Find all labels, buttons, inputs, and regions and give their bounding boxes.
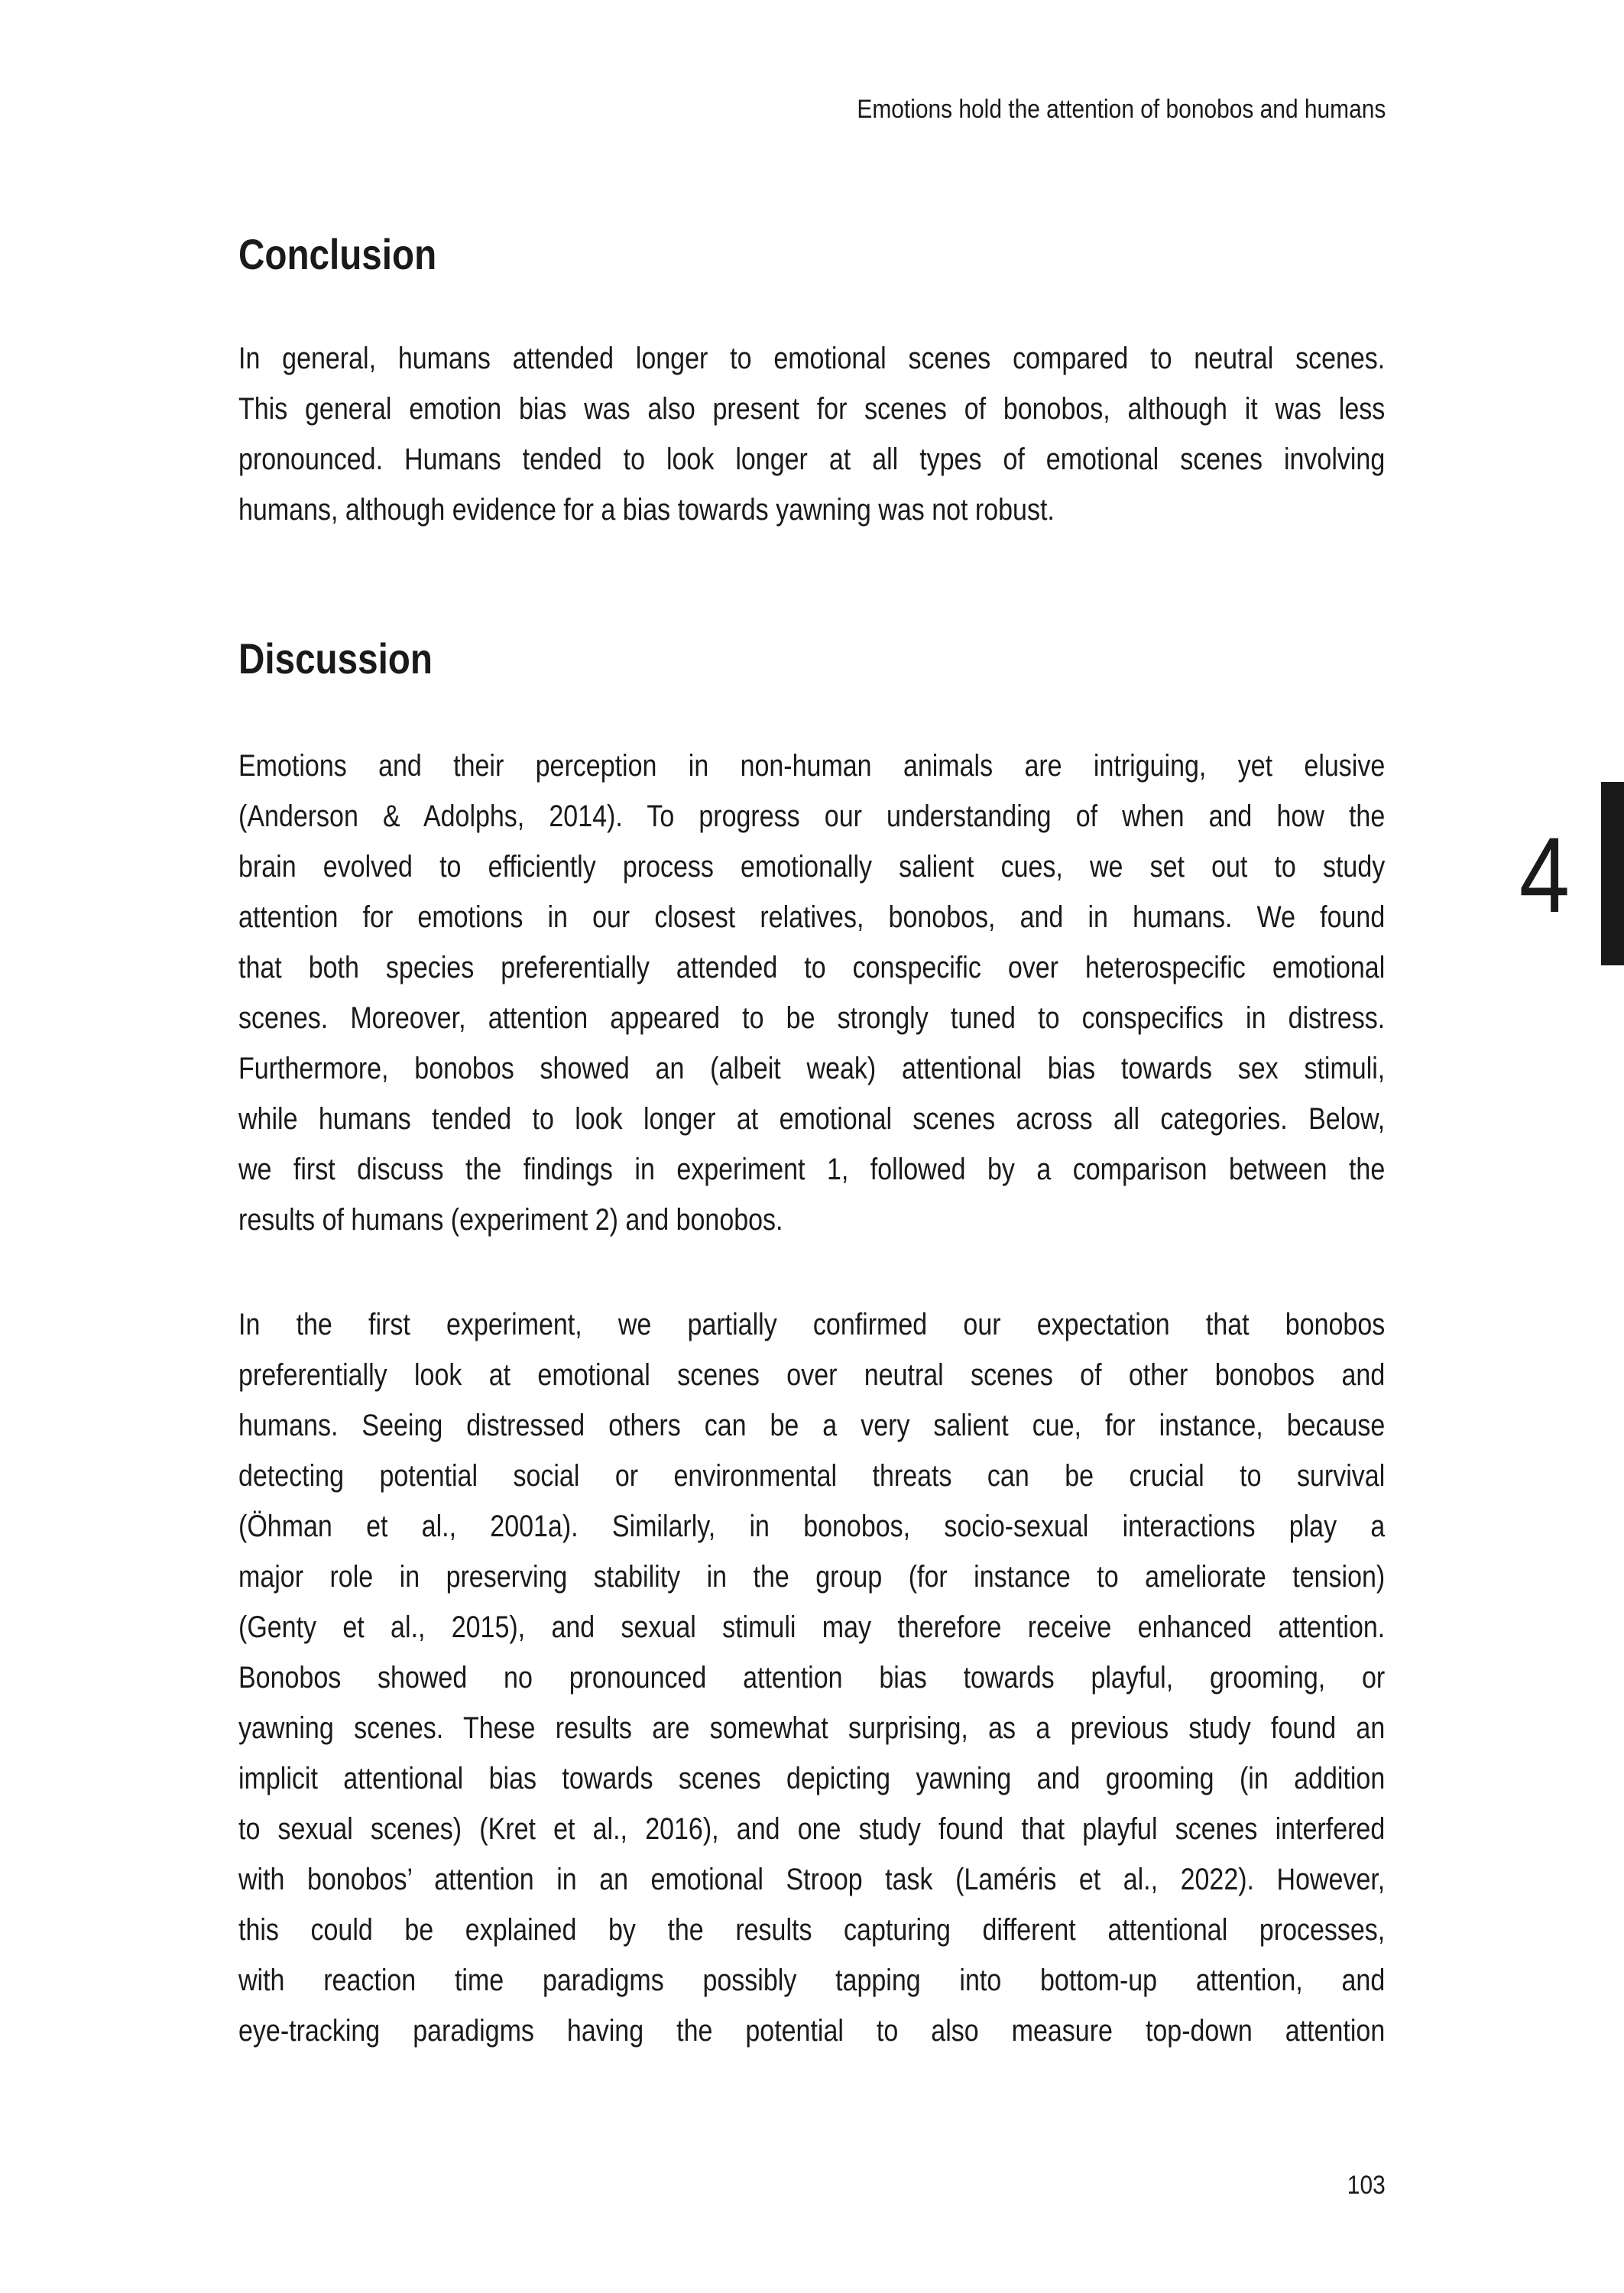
- text-line: Bonobos showed no pronounced attention bias towards playful, grooming, or: [238, 1661, 1386, 1695]
- chapter-tab-bar: [1601, 782, 1624, 965]
- text-line: (Genty et al., 2015), and sexual stimuli may therefore receive enhanced attention.: [238, 1610, 1386, 1644]
- conclusion-paragraph: [238, 333, 1385, 535]
- text-line: detecting potential social or environmental threats can be crucial to survival: [238, 1459, 1386, 1493]
- text-line: we first discuss the findings in experiment 1, followed by a comparison between the: [238, 1153, 1386, 1186]
- section-heading: Conclusion: [238, 230, 437, 278]
- text-line: while humans tended to look longer at emotional scenes across all categories. Below,: [238, 1102, 1386, 1136]
- conclusion-section: [238, 229, 1385, 279]
- text-line: preferentially look at emotional scenes over neutral scenes of other bonobos and: [238, 1358, 1386, 1392]
- text-line: humans. Seeing distressed others can be a very salient cue, for instance, because: [238, 1409, 1386, 1442]
- text-line: with reaction time paradigms possibly tapping into bottom-up attention, and: [238, 1964, 1386, 1997]
- text-line: eye-tracking paradigms having the potential to also measure top-down attention: [238, 2014, 1386, 2048]
- text-line: results of humans (experiment 2) and bonobos.: [238, 1203, 783, 1237]
- text-line: with bonobos’ attention in an emotional Stroop task (Laméris et al., 2022). However,: [238, 1863, 1386, 1896]
- text-line: major role in preserving stability in the group (for instance to ameliorate tension): [238, 1560, 1386, 1594]
- text-line: Emotions and their perception in non-human animals are intriguing, yet elusive: [238, 749, 1386, 783]
- discussion-paragraph: [238, 741, 1385, 1245]
- text-line: This general emotion bias was also present for scenes of bonobos, although it was less: [238, 392, 1386, 426]
- text-line: brain evolved to efficiently process emotionally salient cues, we set out to study: [238, 850, 1386, 884]
- text-line: scenes. Moreover, attention appeared to be strongly tuned to conspecifics in distress.: [238, 1001, 1386, 1035]
- text-line: yawning scenes. These results are somewhat surprising, as a previous study found an: [238, 1711, 1386, 1745]
- text-line: In the first experiment, we partially confirmed our expectation that bonobos: [238, 1308, 1386, 1341]
- text-line: to sexual scenes) (Kret et al., 2016), and one study found that playful scenes interfered: [238, 1812, 1386, 1846]
- discussion-section: [238, 634, 1385, 683]
- section-heading: Discussion: [238, 634, 433, 683]
- running-head: Emotions hold the attention of bonobos and humans: [857, 95, 1386, 124]
- text-line: (Öhman et al., 2001a). Similarly, in bonobos, socio-sexual interactions play a: [238, 1510, 1386, 1543]
- text-line: pronounced. Humans tended to look longer at all types of emotional scenes involving: [238, 443, 1386, 476]
- text-line: In general, humans attended longer to emotional scenes compared to neutral scenes.: [238, 342, 1386, 375]
- page-number: 103: [1347, 2171, 1386, 2200]
- text-line: (Anderson & Adolphs, 2014). To progress our understanding of when and how the: [238, 799, 1386, 833]
- text-line: humans, although evidence for a bias towards yawning was not robust.: [238, 493, 1055, 527]
- text-line: implicit attentional bias towards scenes depicting yawning and grooming (in addition: [238, 1762, 1386, 1795]
- discussion-paragraph: [238, 1299, 1385, 2056]
- text-line: this could be explained by the results capturing different attentional processes,: [238, 1913, 1386, 1947]
- text-line: that both species preferentially attended to conspecific over heterospecific emotional: [238, 951, 1386, 984]
- chapter-tab-number: 4: [1519, 815, 1571, 935]
- text-line: Furthermore, bonobos showed an (albeit weak) attentional bias towards sex stimuli,: [238, 1052, 1386, 1085]
- text-line: attention for emotions in our closest relatives, bonobos, and in humans. We found: [238, 900, 1386, 934]
